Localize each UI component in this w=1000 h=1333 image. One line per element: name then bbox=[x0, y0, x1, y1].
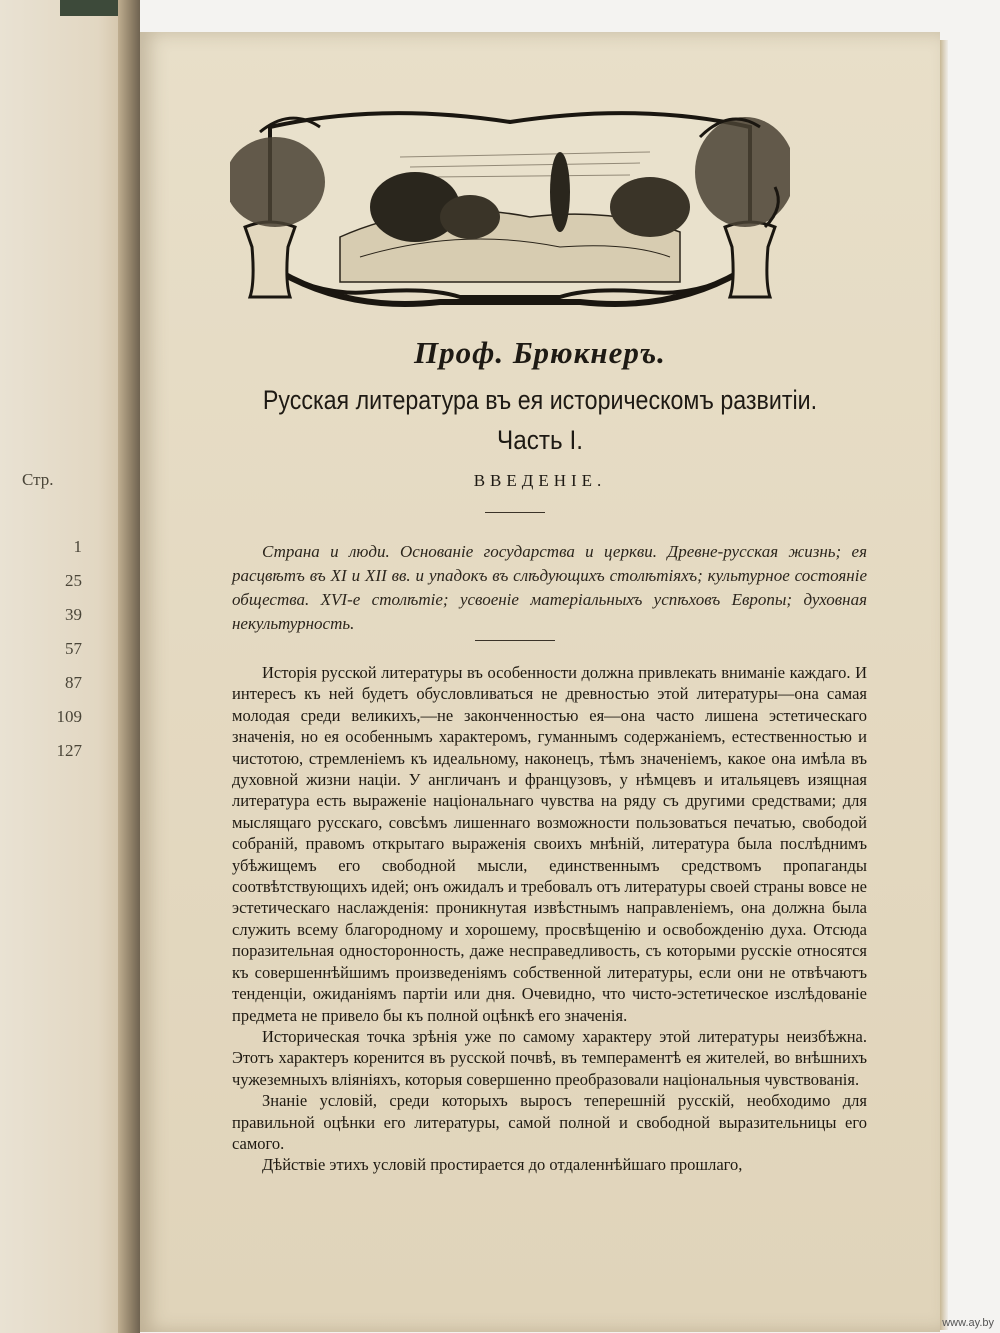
paragraph: Дѣйствіе этихъ условій простирается до отдаленнѣйшаго прошлаго, bbox=[262, 1155, 743, 1175]
body-text bbox=[232, 662, 867, 1176]
page-edge bbox=[940, 40, 948, 1330]
paragraph: Исторія русской литературы въ особенности должна привлекать вниманіе каждаго. И интересъ къ ней будетъ обусловливаться не древностью этой литературы—она самая молодая среди великихъ,—не законченностью ея—она часто лишена эстетическаго значенія, но ея особеннымъ характеромъ, гуманнымъ содержаніемъ, естественностью и чистотою, стремленіемъ къ идеальному, наконецъ, тѣмъ значеніемъ, какое она имѣла въ духовной жизни націи. У англичанъ и французовъ, у нѣмцевъ и итальяцевъ изящная литература есть выраженіе національнаго чувства на ряду съ другими средствами; для мыслящаго русскаго, совсѣмъ лишеннаго возможности пользоваться печатью, свободой собраній, правомъ открытаго выраженія своихъ мнѣній, литература была послѣднимъ убѣжищемъ его свободной мысли, единственнымъ средствомъ пропаганды соотвѣтствующихъ идей; онъ ожидалъ и требовалъ отъ литературы своей страны вовсе не эстетическаго наслажденія: проникнутая извѣстнымъ направленіемъ, она должна была служить всему благородному и хорошему, просвѣщенію и освобожденію духа. Отсюда поразительная односторонность, даже несправедливость, съ которыми русскіе относятся къ совершеннѣйшимъ произведеніямъ собственной литературы, если они не отвѣчаютъ тенденціи, ожиданіямъ партіи или дня. Очевидно, что чисто-эстетическое изслѣдованіе предмета не привело бы къ полной оцѣнкѣ его значенія. bbox=[232, 663, 867, 1025]
contents-page-number: 1 bbox=[73, 537, 82, 556]
contents-page-number: 57 bbox=[65, 639, 82, 658]
contents-header: Стр. bbox=[22, 470, 54, 489]
contents-page-number: 109 bbox=[56, 707, 82, 726]
divider bbox=[475, 640, 555, 641]
book-gutter bbox=[118, 0, 140, 1333]
part-heading: Часть I. bbox=[497, 425, 583, 455]
section-heading: ВВЕДЕНІЕ. bbox=[473, 471, 607, 490]
book-title: Русская литература въ ея историческомъ развитіи. bbox=[262, 385, 818, 415]
divider bbox=[485, 512, 545, 513]
left-page-contents bbox=[22, 470, 82, 768]
author-heading: Проф. Брюкнеръ. bbox=[414, 335, 666, 370]
paragraph: Знаніе условій, среди которыхъ выросъ теперешній русскій, необходимо для правильной оцѣнки его литературы, самой полной и свободной выразительницы его самого. bbox=[232, 1091, 867, 1153]
contents-page-number: 25 bbox=[65, 571, 82, 590]
book-page bbox=[140, 32, 940, 1332]
chapter-summary: Страна и люди. Основаніе государства и церкви. Древне-русская жизнь; ея расцвѣтъ въ XI и XII вв. и упадокъ въ слѣдующихъ столѣтіяхъ; культурное состояніе общества. XVI-е столѣтіе; усвоеніе матеріальныхъ успѣховъ Европы; духовная некультурность. bbox=[232, 542, 867, 633]
contents-page-number: 39 bbox=[65, 605, 82, 624]
watermark: www.ay.by bbox=[942, 1317, 994, 1329]
contents-page-number: 127 bbox=[56, 741, 82, 760]
paragraph: Историческая точка зрѣнія уже по самому характеру этой литературы неизбѣжна. Этотъ характеръ коренится въ русской почвѣ, въ темпераментѣ ея жителей, во внѣшнихъ чужеземныхъ вліяніяхъ, которыя совершенно преобразовали національныя чувствованія. bbox=[232, 1026, 867, 1089]
landscape-vignette-illustration bbox=[230, 97, 790, 312]
contents-page-number: 87 bbox=[65, 673, 82, 692]
